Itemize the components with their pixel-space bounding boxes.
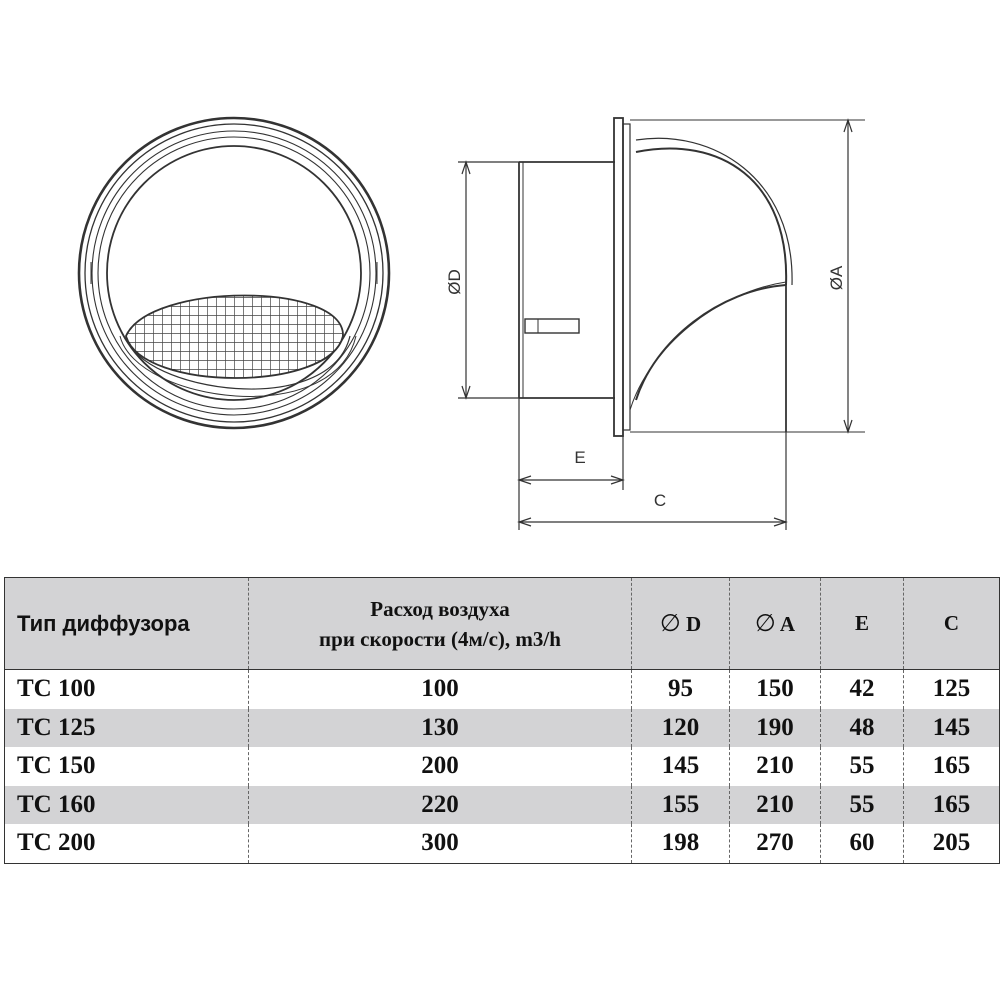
dim-label-a: ØA [827, 265, 846, 291]
dim-label-c: C [653, 491, 667, 510]
cell-a: 210 [730, 786, 821, 825]
cell-a: 210 [730, 747, 821, 786]
cell-airflow: 300 [249, 824, 632, 863]
cell-a: 150 [730, 670, 821, 709]
dimensions [458, 120, 852, 530]
cell-type: ТС 125 [5, 709, 249, 748]
cell-airflow: 220 [249, 786, 632, 825]
cell-d: 145 [632, 747, 730, 786]
header-airflow-line1: Расход воздуха [370, 596, 510, 621]
cell-d: 155 [632, 786, 730, 825]
table-header-row [5, 578, 1000, 670]
cell-e: 60 [821, 824, 904, 863]
cell-e: 42 [821, 670, 904, 709]
cell-c: 145 [904, 709, 1000, 748]
cell-airflow: 200 [249, 747, 632, 786]
header-c: C [904, 578, 1000, 670]
cell-a: 270 [730, 824, 821, 863]
header-e: E [821, 578, 904, 670]
cell-airflow: 130 [249, 709, 632, 748]
cell-c: 165 [904, 786, 1000, 825]
header-airflow-line2: при скорости (4м/с), m3/h [319, 626, 561, 651]
cell-c: 205 [904, 824, 1000, 863]
spec-table [4, 577, 1000, 864]
cell-d: 95 [632, 670, 730, 709]
cell-type: ТС 150 [17, 752, 96, 780]
cell-type: ТС 100 [17, 675, 96, 703]
cell-e: 55 [821, 747, 904, 786]
table-row [5, 670, 1000, 709]
cell-e: 48 [821, 709, 904, 748]
cell-airflow: 100 [249, 670, 632, 709]
table-row [5, 747, 1000, 786]
cell-d: 198 [632, 824, 730, 863]
table-row [5, 709, 1000, 748]
cell-type: ТС 200 [17, 829, 96, 857]
cell-a: 190 [730, 709, 821, 748]
table-row [5, 786, 1000, 825]
dim-label-d: ØD [445, 269, 464, 295]
cell-c: 125 [904, 670, 1000, 709]
header-a-letter: A [779, 612, 796, 636]
side-view [519, 118, 865, 436]
header-type: Тип диффузора [5, 578, 249, 670]
front-view [79, 118, 389, 428]
diameter-symbol-icon: ∅ [659, 610, 681, 637]
cell-d: 120 [632, 709, 730, 748]
header-diameter-a [730, 578, 821, 670]
dim-label-e: E [574, 448, 586, 467]
header-diameter-d [632, 578, 730, 670]
cell-e: 55 [821, 786, 904, 825]
header-airflow [249, 578, 632, 670]
cell-type: ТС 160 [5, 786, 249, 825]
diameter-symbol-icon: ∅ [754, 610, 776, 637]
header-d-letter: D [685, 612, 702, 636]
table-row [5, 824, 1000, 863]
cell-c: 165 [904, 747, 1000, 786]
